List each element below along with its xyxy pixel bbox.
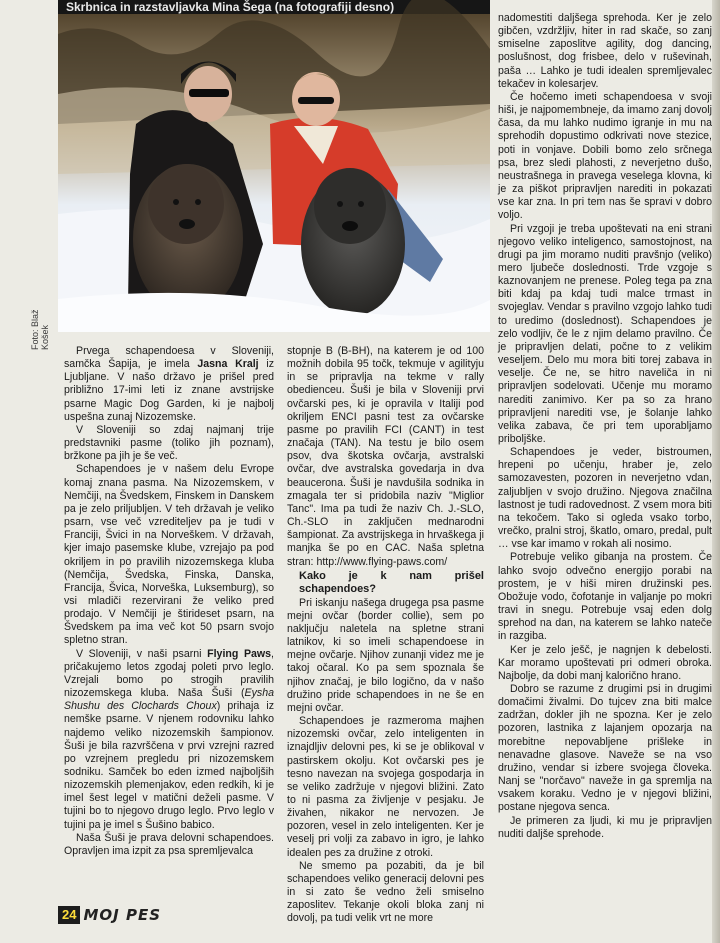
- text-run: , pričakujemo letos zgodaj poleti prvo leglo. Vzrejali bomo po strogih pravilih nizozemskega kluba. Naša Šuši (: [64, 647, 274, 700]
- page-footer: [58, 905, 161, 925]
- article-column-1: [64, 345, 274, 885]
- paragraph: Schapendoes je razmeroma majhen nizozemski ovčar, zelo inteligenten in iznajdljiv delovni pes, ki se je oblikoval v pastirskem okolju. Kot ovčarski pes je tesno navezan na svojega gospodarja in se veliko zadržuje v njegovi bližini. Zato to ni pasma za življenje v pesjaku. Je živahen, nikakor ne nervozen. Je pozoren, vesel in zelo inteligenten. Ker je veselj pri volji za zabavo in igro, je lahko idealen pes za družine z otroki.: [287, 715, 484, 859]
- photo-credit: Foto: Blaž Košek: [30, 309, 50, 350]
- paragraph: Ker je zelo ješč, je nagnjen k debelosti. Kar moramo upoštevati pri odmeri obroka. Najbolje, da dobi manj kalorično hrano.: [498, 643, 712, 682]
- paragraph: stopnje B (B-BH), na katerem je od 100 možnih dobila 95 točk, tekmuje v agilityju in se pripravlja na tekme v rally obedienceu. Šuši je bila v Sloveniji prvi ovčarski pes, ki je opravila v Italiji pod okriljem ENCI pasni test za ovčarske pasme po pravilih FCI (CANT) in test značaja (TAN). Na testu je bilo osem psov, dva škotska ovčarja, avstralski ovčar, dve avstralska govedarja in dva beaucerona. Šuši je navdušila sodnika in zmagala ter si pridobila naziv "Miglior Tanc". Ima pa tudi že naziv Ch. J.-SLO, Ch.-SLO in zaključen mednarodni šampionat. Za avstrijskega in hrvaškega ji manjka še po en CAC. Naša spletna stran: http://www.flying-paws.com/: [287, 345, 484, 568]
- paragraph: [64, 648, 274, 832]
- paragraph: Schapendoes je v našem delu Evrope komaj znana pasma. Na Nizozemskem, v Nemčiji, na Švedskem, Finskem in Danskem pa je zelo priljubljen. V teh državah je veliko psarn, vse več vzrediteljev pa je tudi v Franciji, Švici in na Norveškem. V državah, kjer imajo pasemske klube, vzrejajo pa pod okriljem in po pravilih nizozemskega kluba (Nemčija, Švedska, Finska, Danska, Francija, Švica, Norveška, Luksemburg), so vsi mladiči rezervirani že veliko pred prodajo. V Nemčiji je štirideset psarn, na Švedskem pa ima več kot 50 psarn svojo spletno stran.: [64, 463, 274, 647]
- paragraph: Potrebuje veliko gibanja na prostem. Če lahko svojo odvečno energijo porabi na prostem, je v hiši miren družinski pes. Obožuje vodo, čofotanje in valjanje po mokri travi in snegu. Potrebuje vsaj eden dolg sprehod na dan, na katerem se lahko nateče in razgiba.: [498, 551, 712, 643]
- paragraph: Je primeren za ljudi, ki mu je pripravljen nuditi dalјše sprehode.: [498, 814, 712, 840]
- kennel-name: Flying Paws: [207, 647, 272, 660]
- page-edge-shadow: [712, 0, 720, 943]
- text-run: iz Ljubljane. V našo državo je prišel pred približno 17-imi leti iz znane avstrijske psarne Magic Dog Garden, ki je najbolj uspešna zunaj Nizozemske.: [64, 358, 274, 423]
- article-column-3: [498, 12, 712, 872]
- photo-illustration: [58, 14, 490, 332]
- paragraph: Pri vzgoji je treba upoštevati na eni strani njegovo veliko inteligenco, samostojnost, na drugi pa jim moramo nuditi pravšnjo (veliko) mero ljubeče doslednosti. Trde vzgoje s kaznovanjem ne prenese. Poleg tega pa zna biti kdaj pa kdaj tudi malce trmast in svojeglav. Vendar s pravilno vzgojo lahko tudi to uredimo (doslednost). Schapendoes je zelo vodljiv, če le z njim delamo pravilno. Če je pripravljen delati, počne to z velikim veseljem. Delo mu mora biti torej zabava in veselje. Če ne, se hitro naveliča in ni pripravljen sodelovati. Učenje mu moramo narediti zanimivo. Ker pa so za hrano pripravljeni narediti vse, je šolanje lahko velika zabava, če pri tem uporabljamo priboljške.: [498, 222, 712, 445]
- paragraph: Če hočemo imeti schapendoesa v svoji hiši, je najpomembneje, da imamo zanj dovolj časa, da mu lahko nudimo igranje in mu na sprehodih dopustimo odkrivati nove stezice, poti in vonjave. Dobili bomo zelo srčnega psa, brez sledi plahosti, z neverjetno dušo, neustrašnega in pravega veselega klovna, ki je za piškot pripravljen narediti in pokazati vse kar zna. In pri tem nas še spravi v dobro voljo.: [498, 90, 712, 222]
- paragraph: Pri iskanju našega drugega psa pasme mejni ovčar (border collie), sem po naključju naletela na spletne strani latnikov, ki so imeli schapendoese in mejne ovčarje. Njihov zunanji videz me je takoj očaral. Ko pa sem spoznala še njihov značaj, je bilo logično, da v našo družino pride schapendoes in ne še en mejni ovčar.: [287, 596, 484, 714]
- breeder-name: Jasna Kralj: [197, 358, 259, 371]
- paragraph: Naša Šuši je prava delovni schapendoes. Opravljen ima izpit za psa spremljevalca: [64, 831, 274, 857]
- paragraph: Ne smemo pa pozabiti, da je bil schapendoes veliko generacij delovni pes in si zato še vedno želi smiselno zaposlitev. Tekanje okoli bloka zanj ni dovolj, pa tudi velik vrt ne more: [287, 859, 484, 925]
- paragraph: Schapendoes je veder, bistroumen, hrepeni po učenju, hraber je, zelo samozavesten, pozoren in neverjetno vdan, zaljubljen v svojo družino. Njegova značilna lastnost je tudi radovednost. Z vsem mora biti na tekočem. Tako si ogleda vsako torbo, vrečko, pralni stroj, škatlo, omaro, predal, pult … vse kar imamo v rokah ali nosimo.: [498, 446, 712, 551]
- paragraph: [64, 345, 274, 424]
- magazine-title: MOJ PES: [83, 906, 161, 924]
- article-column-2: [287, 345, 484, 925]
- cover-photo: [58, 14, 490, 332]
- paragraph: V Sloveniji so zdaj najmanj trije predstavniki pasme (toliko jih poznam), bržkone pa jih je še več.: [64, 423, 274, 463]
- photo-caption: Skrbnica in razstavljavka Mina Šega (na fotografiji desno): [66, 0, 395, 14]
- page-number: 24: [58, 906, 80, 924]
- text-run: ) prihaja iz nemške psarne. V njenem rodovniku lahko najdemo veliko nizozemskih šampionov. Šuši je bila razvrščena v prvi vzrejni razred po vzrejnem pregledu pri nizozemskem sodniku. Samček bo eden izmed najboljših nizozemskih plemenjakov, eden redkih, ki je imel šest legel v matični deželi pasme. V tujini bo to njegovo drugo leglo. Prvo leglo v tujini pa je imel s Šušino babico.: [64, 700, 275, 831]
- text-run: V Sloveniji, v naši psarni: [76, 647, 208, 660]
- paragraph: nadomestiti daljšega sprehoda. Ker je zelo gibčen, vzdržljiv, hiter in rad skače, so zanj smiselne zaposlitve agility, dog dancing, poslušnost, dog frisbee, delo v ruševinah, paša … Lahko je tudi idealen spremljevalec tekačev in kolesarjev.: [498, 12, 712, 90]
- text-run: Prvega schapendoesa v Sloveniji, samčka Šapija, je imela: [64, 345, 274, 371]
- dog-registered-name: Eysha Shushu des Clochards Choux: [64, 687, 274, 713]
- section-heading: Kako je k nam prišel schapendoes?: [299, 569, 484, 595]
- paragraph: Dobro se razume z drugimi psi in drugimi domačimi živalmi. Do tujcev zna biti malce zadržan, dokler jih ne spozna. Ker je zelo pozoren, lastnika z lajanjem opozarja na morebitne nepovabljene prišleke in nenavadne glasove. Naveže se na vso družino, vendar si izbere svojega človeka. Nanj se "norčavo" naveže in ga spremlja na vsakem koraku. Vedno je v njegovi bližini, postane njegova senca.: [498, 682, 712, 814]
